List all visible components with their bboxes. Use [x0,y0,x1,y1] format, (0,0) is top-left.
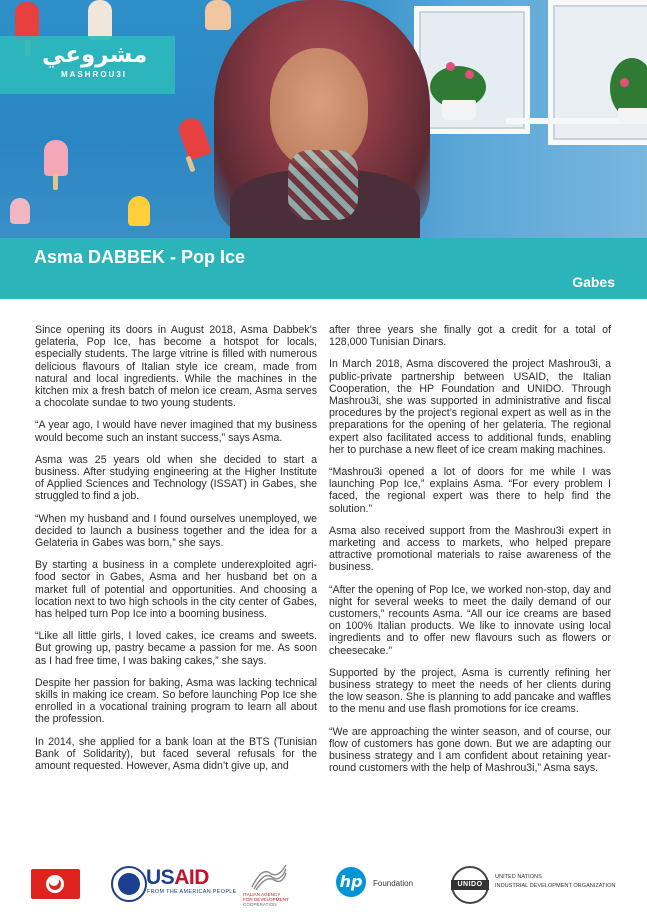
aics-line: COOPERATION [243,902,277,907]
page-title: Asma DABBEK - Pop Ice [34,247,246,267]
paragraph: Since opening its doors in August 2018, Asma Dabbek’s gelateria, Pop Ice, has become a hotspot for locals, especially students. The large vitrine is filled with numerous delicious flavours of Italian style ice cream, made from natural and local ingredients. While the machines in the kitchen mix a fresh batch of melon ice cream, Asma serves a chocolate sundae to two young students. [35,324,317,410]
location-label: Gabes [572,274,615,290]
flower-pot [442,100,476,120]
aics-line: FOR DEVELOPMENT [243,897,289,902]
paragraph: after three years she finally got a credit for a total of 128,000 Tunisian Dinars. [329,324,611,349]
tunisia-flag-icon [31,869,80,899]
scarf-pattern [288,150,358,220]
article-column-left [35,324,317,782]
hp-logo-icon: hp [336,867,366,897]
popsicle [176,115,212,161]
usaid-us: US [146,866,175,889]
aics-line: ITALIAN AGENCY [243,892,281,897]
paragraph: Asma was 25 years old when she decided to start a business. After studying engineering at the Higher Institute of Applied Sciences and Technology (ISSAT) in Gabes, she struggled to find a job. [35,453,317,503]
popsicle [44,140,68,176]
popsicle [88,0,112,40]
flower [465,70,474,79]
unido-logo-text [495,873,616,890]
popsicle [128,196,150,226]
logo-arabic: مشروعي [42,42,148,68]
usaid-logo [146,866,209,890]
paragraph: Despite her passion for baking, Asma was lacking technical skills in making ice cream. So before launching Pop Ice she enrolled in a vocational training program to learn all about the profession. [35,676,317,726]
unido-mark: UNIDO [451,880,489,890]
paragraph: “When my husband and I found ourselves unemployed, we decided to launch a business together and the idea for a Gelateria in Gabes was born,” she says. [35,512,317,550]
popsicle [205,0,231,30]
usaid-seal-icon [111,866,147,902]
paragraph: By starting a business in a complete underexploited agri-food sector in Gabes, Asma and her husband bet on a market full of potential and opportunities. And choosing a location next to two high schools in the city center of Gabes, has helped turn Pop Ice into a booming business. [35,559,317,621]
flower [620,78,629,87]
paragraph: “After the opening of Pop Ice, we worked non-stop, day and night for several weeks to meet the daily demand of our customers,” recounts Asma. “All our ice creams are based on 100% Italian products. We like to innovate using local ingredients and to offer new flavours such as flowers or cheesecake.” [329,583,611,657]
paragraph: In March 2018, Asma discovered the project Mashrou3i, a public-private partnership between USAID, the Italian Cooperation, the HP Foundation and UNIDO. Through Mashrou3i, she was supported in administrative and fiscal procedures by the project’s regional expert as well as in the preparations for the opening of her gelateria. The regional expert also facilitated access to additional funds, enabling her to purchase a new fleet of ice cream making machines. [329,358,611,456]
paragraph: “Like all little girls, I loved cakes, ice creams and sweets. But growing up, pastry became a passion for me. As soon as I had free time, I was baking cakes,” she says. [35,630,317,667]
paragraph: In 2014, she applied for a bank loan at the BTS (Tunisian Bank of Solidarity), but faced several refusals for the amount requested. However, Asma didn’t give up, and [35,735,317,773]
aics-wave-icon [250,863,288,891]
logo-latin: MASHROU3I [60,70,127,79]
flag-disc [46,875,64,893]
article-column-right [329,324,611,785]
unido-line: UNITED NATIONS [495,874,542,880]
aics-logo-text [243,892,289,907]
unido-line: INDUSTRIAL DEVELOPMENT ORGANIZATION [495,882,616,889]
paragraph: Supported by the project, Asma is currently refining her business strategy to meet the needs of her clients during the low season. She is planning to add pancake and waffles to the menu and use flash promotions for ice creams. [329,666,611,716]
paragraph: “Mashrou3i opened a lot of doors for me while I was launching Pop Ice,” explains Asma. “For every problem I faced, the regional expert was there to help find the solution.” [329,466,611,515]
flower [446,62,455,71]
paragraph: Asma also received support from the Mashrou3i expert in marketing and access to markets, who helped prepare attractive promotional materials to raise awareness of the business. [329,524,611,574]
paragraph: “We are approaching the winter season, and of course, our flow of customers has gone down. But we are adapting our business strategy and I am confident about retaining year-round customers with the help of Mashrou3i,” Asma says. [329,725,611,775]
unido-globe-icon [451,866,489,904]
usaid-aid: AID [174,866,209,889]
popsicle-stick [53,174,58,190]
usaid-seal-inner [118,873,140,895]
paragraph: “A year ago, I would have never imagined that my business would become such an instant success,” says Asma. [35,419,317,444]
usaid-subtitle: FROM THE AMERICAN PEOPLE [147,889,237,895]
flower-pot [618,108,647,124]
popsicle [10,198,30,224]
hp-foundation-label: Foundation [373,879,414,888]
flag-crescent-cut [49,876,59,886]
